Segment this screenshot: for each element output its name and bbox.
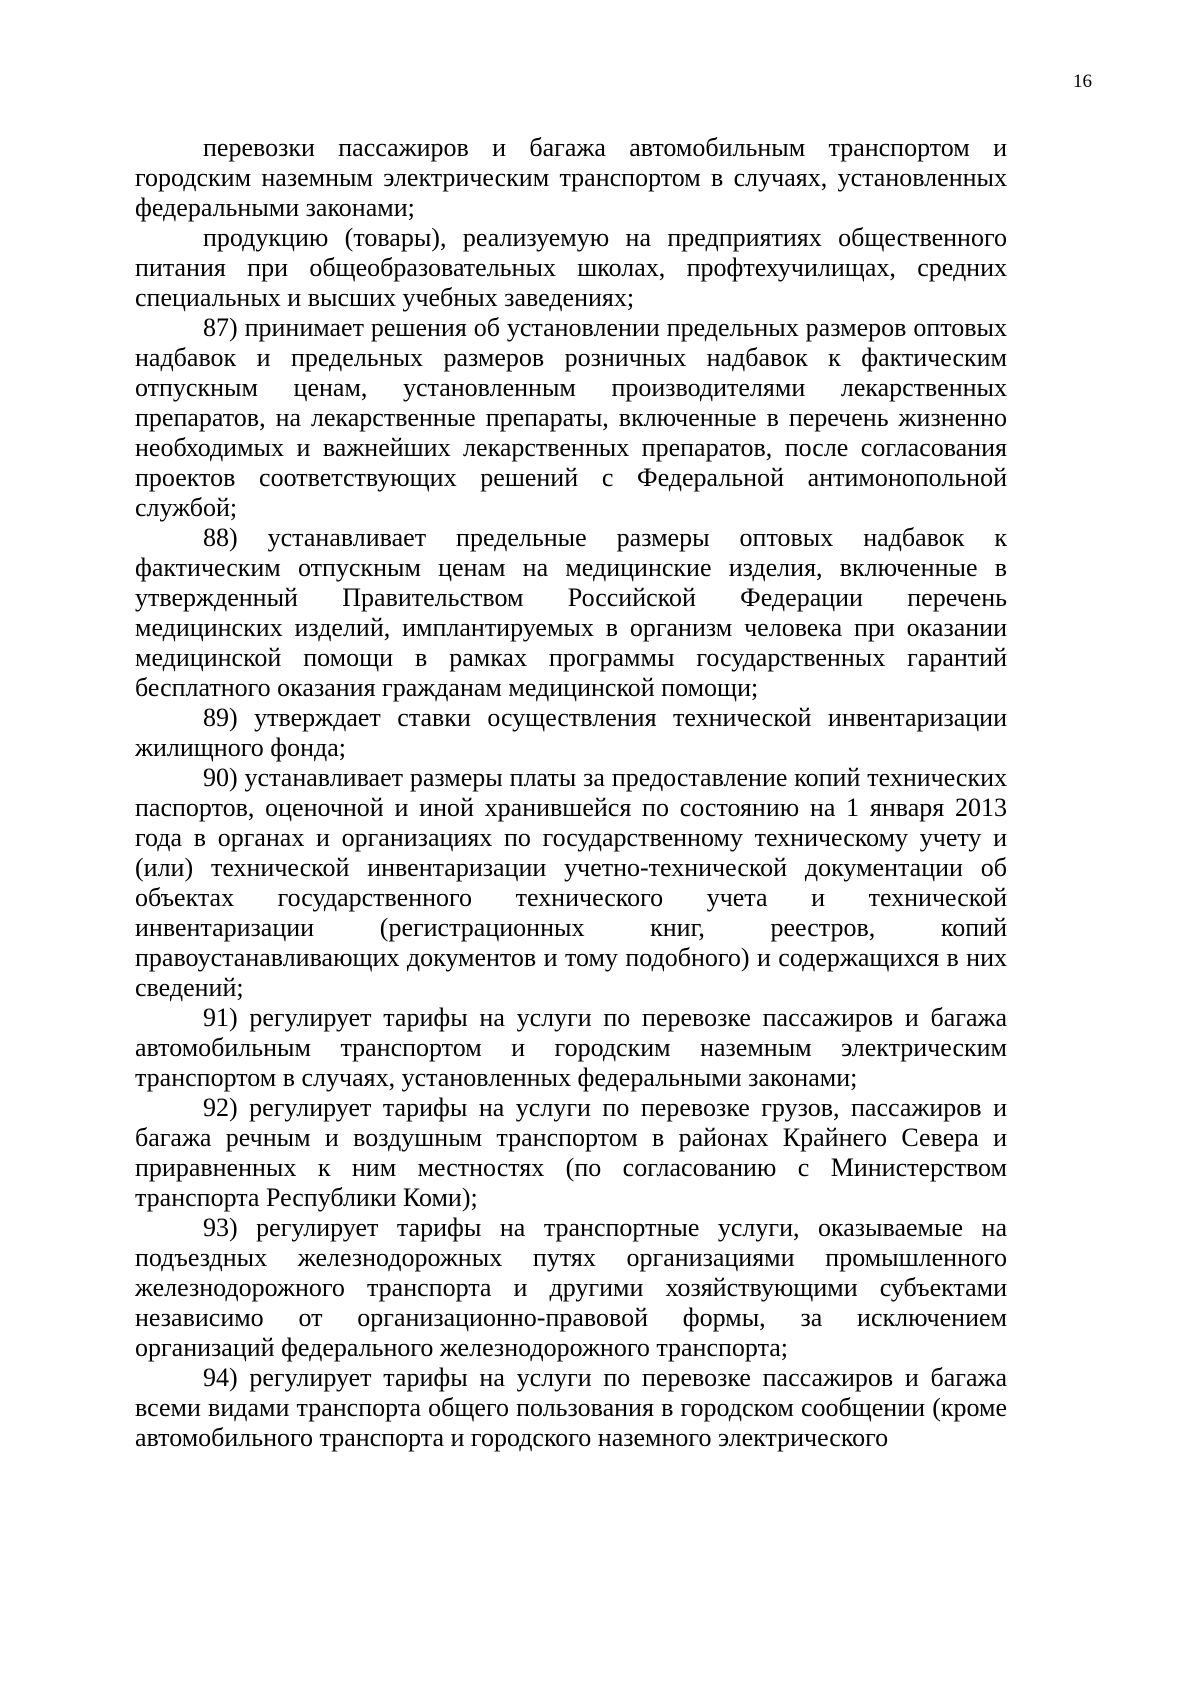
paragraph: продукцию (товары), реализуемую на предприятиях общественного питания при общеобразовательных школах, профтехучилищах, средних специальных и высших учебных заведениях; (135, 223, 1007, 312)
paragraph: 93) регулирует тарифы на транспортные услуги, оказываемые на подъездных железнодорожных путях организациями промышленного железнодорожного транспорта и другими хозяйствующими субъектами независимо от организационно-правовой формы, за исключением организаций федерального железнодорожного транспорта; (135, 1213, 1007, 1362)
paragraph: 88) устанавливает предельные размеры оптовых надбавок к фактическим отпускным ценам на медицинские изделия, включенные в утвержденный Правительством Российской Федерации перечень медицинских изделий, имплантируемых в организм человека при оказании медицинской помощи в рамках программы государственных гарантий бесплатного оказания гражданам медицинской помощи; (135, 523, 1007, 702)
paragraph: 91) регулирует тарифы на услуги по перевозке пассажиров и багажа автомобильным транспортом и городским наземным электрическим транспортом в случаях, установленных федеральными законами; (135, 1003, 1007, 1092)
paragraph: перевозки пассажиров и багажа автомобильным транспортом и городским наземным электрическим транспортом в случаях, установленных федеральными законами; (135, 133, 1007, 222)
paragraph: 94) регулирует тарифы на услуги по перевозке пассажиров и багажа всеми видами транспорта общего пользования в городском сообщении (кроме автомобильного транспорта и городского наземного электрического (135, 1363, 1007, 1452)
page-number: 16 (1073, 71, 1092, 92)
paragraph: 89) утверждает ставки осуществления технической инвентаризации жилищного фонда; (135, 703, 1007, 762)
document-body (135, 133, 1007, 1453)
paragraph: 87) принимает решения об установлении предельных размеров оптовых надбавок и предельных размеров розничных надбавок к фактическим отпускным ценам, установленным производителями лекарственных препаратов, на лекарственные препараты, включенные в перечень жизненно необходимых и важнейших лекарственных препаратов, после согласования проектов соответствующих решений с Федеральной антимонопольной службой; (135, 313, 1007, 522)
paragraph: 90) устанавливает размеры платы за предоставление копий технических паспортов, оценочной и иной хранившейся по состоянию на 1 января 2013 года в органах и организациях по государственному техническому учету и (или) технической инвентаризации учетно-технической документации об объектах государственного технического учета и технической инвентаризации (регистрационных книг, реестров, копий правоустанавливающих документов и тому подобного) и содержащихся в них сведений; (135, 763, 1007, 1002)
paragraph: 92) регулирует тарифы на услуги по перевозке грузов, пассажиров и багажа речным и воздушным транспортом в районах Крайнего Севера и приравненных к ним местностях (по согласованию с Министерством транспорта Республики Коми); (135, 1093, 1007, 1212)
